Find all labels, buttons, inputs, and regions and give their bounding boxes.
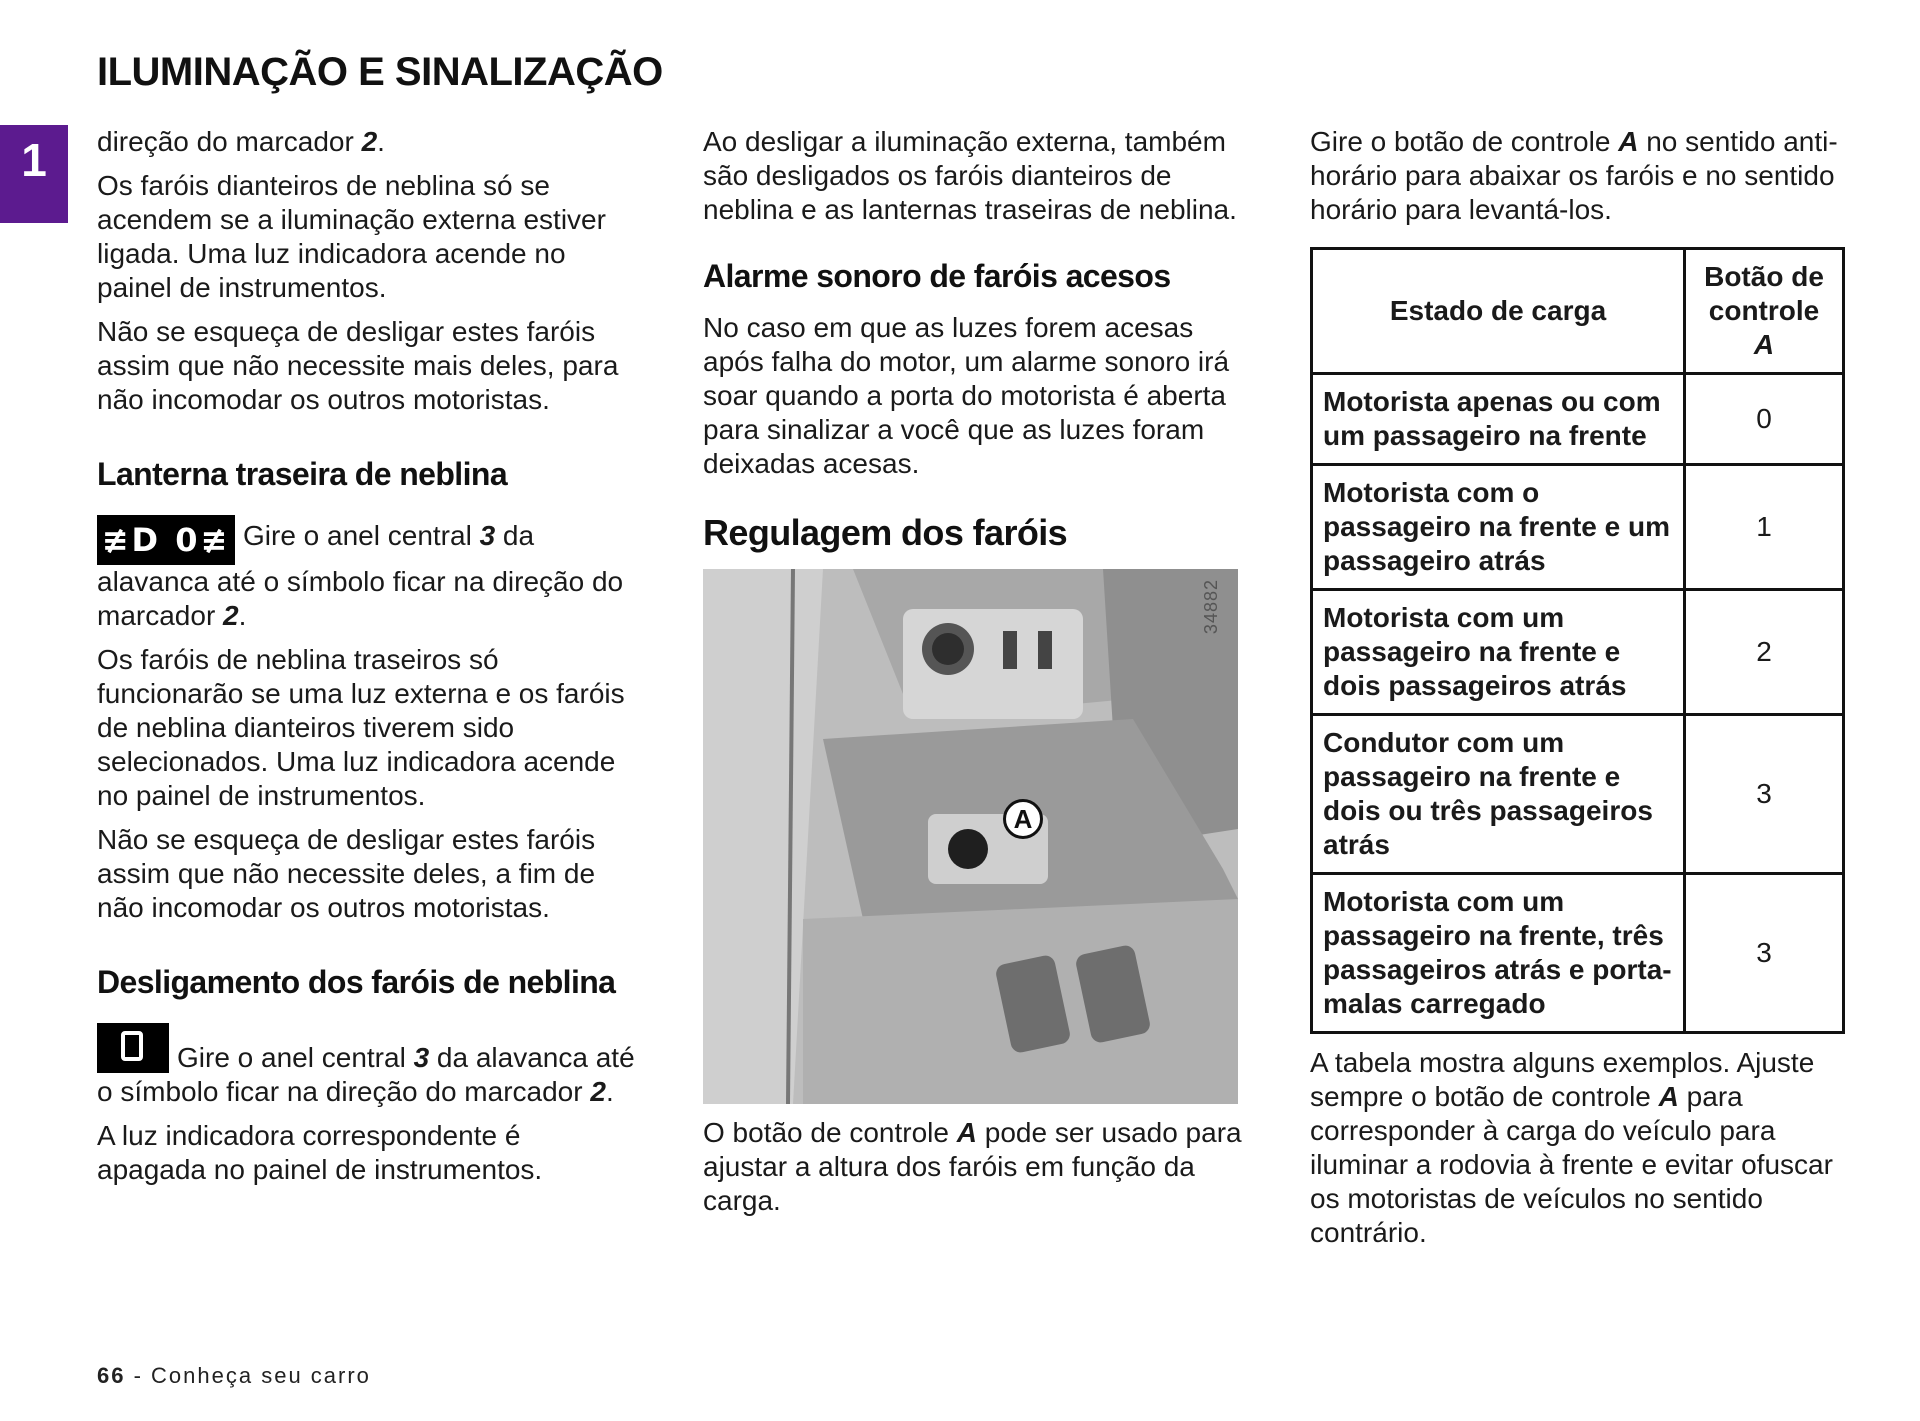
row-state: Motorista com o passageiro na frente e um passageiro atrás	[1312, 465, 1685, 590]
paragraph: A luz indicadora correspondente é apagada no painel de instrumentos.	[97, 1120, 543, 1185]
load-table	[1310, 247, 1845, 1034]
table-row	[1312, 715, 1844, 874]
page-title: ILUMINAÇÃO E SINALIZAÇÃO	[97, 50, 663, 94]
dashboard-photo	[703, 569, 1238, 1104]
heading-fog-off: Desligamento dos faróis de neblina	[97, 964, 616, 1000]
text: .	[377, 126, 385, 157]
section-name: - Conheça seu carro	[125, 1363, 371, 1388]
column-2	[703, 125, 1243, 1228]
paragraph: Os faróis de neblina traseiros só funcionarão se uma luz externa e os faróis de neblina dianteiros tiverem sido selecionados. Uma luz indicadora acende no painel de instrumentos.	[97, 644, 625, 811]
table-row	[1312, 374, 1844, 465]
marker-ref: 2	[223, 600, 239, 631]
column-1	[97, 125, 637, 1197]
control-ref: A	[1618, 126, 1639, 157]
row-value: 2	[1685, 590, 1844, 715]
text: da alavanca até o símbolo ficar na direção do marcador	[97, 1042, 635, 1107]
header-load-state: Estado de carga	[1312, 249, 1685, 374]
column-3	[1310, 125, 1850, 1260]
paragraph	[97, 1023, 637, 1109]
ring-ref: 3	[479, 520, 496, 551]
text: Gire o anel central	[177, 1042, 414, 1073]
row-state: Motorista apenas ou com um passageiro na frente	[1312, 374, 1685, 465]
marker-ref: 2	[590, 1076, 606, 1107]
row-value: 3	[1685, 715, 1844, 874]
text: O botão de controle	[703, 1117, 957, 1148]
row-value: 1	[1685, 465, 1844, 590]
control-ref: A	[1658, 1081, 1679, 1112]
paragraph: Os faróis dianteiros de neblina só se acendem se a iluminação externa estiver ligada. Uma luz indicadora acende no painel de instrumentos.	[97, 170, 606, 303]
page-footer	[97, 1363, 371, 1389]
figure-caption	[703, 1116, 1243, 1218]
paragraph: Ao desligar a iluminação externa, também são desligados os faróis dianteiros de neblina e as lanternas traseiras de neblina.	[703, 126, 1237, 225]
paragraph: Não se esqueça de desligar estes faróis assim que não necessite deles, a fim de não incomodar os outros motoristas.	[97, 824, 596, 923]
marker-ref: 2	[361, 126, 378, 157]
text: .	[605, 1076, 614, 1107]
row-state: Motorista com um passageiro na frente e dois passageiros atrás	[1312, 590, 1685, 715]
heading-alarm: Alarme sonoro de faróis acesos	[703, 258, 1171, 294]
control-a-label: A	[1003, 799, 1043, 839]
control-ref: A	[956, 1117, 977, 1148]
paragraph: No caso em que as luzes forem acesas após falha do motor, um alarme sonoro irá soar quando a porta do motorista é aberta para sinalizar a você que as luzes foram deixadas acesas.	[703, 312, 1230, 479]
text: A tabela mostra alguns exemplos. Ajuste sempre o botão de controle	[1310, 1047, 1815, 1112]
paragraph	[97, 515, 637, 633]
row-state: Condutor com um passageiro na frente e dois ou três passageiros atrás	[1312, 715, 1685, 874]
control-ref: A	[1753, 329, 1775, 360]
paragraph	[1310, 125, 1850, 227]
text: pode ser usado para ajustar a altura dos faróis em função da carga.	[703, 1117, 1242, 1216]
paragraph	[1310, 1046, 1850, 1250]
text: para corresponder à carga do veículo para iluminar a rodovia à frente e evitar ofuscar os motoristas de veículos no sentido contrário.	[1310, 1081, 1833, 1248]
text: Gire o botão de controle	[1310, 126, 1619, 157]
row-state: Motorista com um passageiro na frente, três passageiros atrás e porta-malas carregado	[1312, 874, 1685, 1033]
text: no sentido anti-horário para abaixar os faróis e no sentido horário para levantá-los.	[1310, 126, 1838, 225]
page-number: 66	[97, 1363, 126, 1388]
text: direção do marcador	[97, 126, 362, 157]
dashboard-illustration	[703, 569, 1238, 1104]
text: da alavanca até o símbolo ficar na direção do marcador	[97, 520, 624, 631]
table-row	[1312, 465, 1844, 590]
heading-rear-fog: Lanterna traseira de neblina	[97, 456, 508, 492]
table-header-row	[1312, 249, 1844, 374]
table-row	[1312, 874, 1844, 1033]
paragraph: Não se esqueça de desligar estes faróis assim que não necessite mais deles, para não incomodar os outros motoristas.	[97, 316, 619, 415]
text: .	[238, 600, 247, 631]
header-control	[1685, 249, 1844, 374]
text: Gire o anel central	[243, 520, 480, 551]
fog-light-symbol-icon: ≢D 0≢	[97, 515, 235, 565]
figure-number: 34882	[1201, 579, 1221, 635]
ring-ref: 3	[413, 1042, 430, 1073]
heading-headlight-adjust: Regulagem dos faróis	[703, 512, 1068, 553]
chapter-tab: 1	[0, 125, 68, 223]
lights-off-symbol-icon	[97, 1023, 169, 1073]
paragraph	[97, 125, 637, 159]
row-value: 3	[1685, 874, 1844, 1033]
row-value: 0	[1685, 374, 1844, 465]
table-row	[1312, 590, 1844, 715]
text: Botão de controle	[1704, 261, 1824, 326]
